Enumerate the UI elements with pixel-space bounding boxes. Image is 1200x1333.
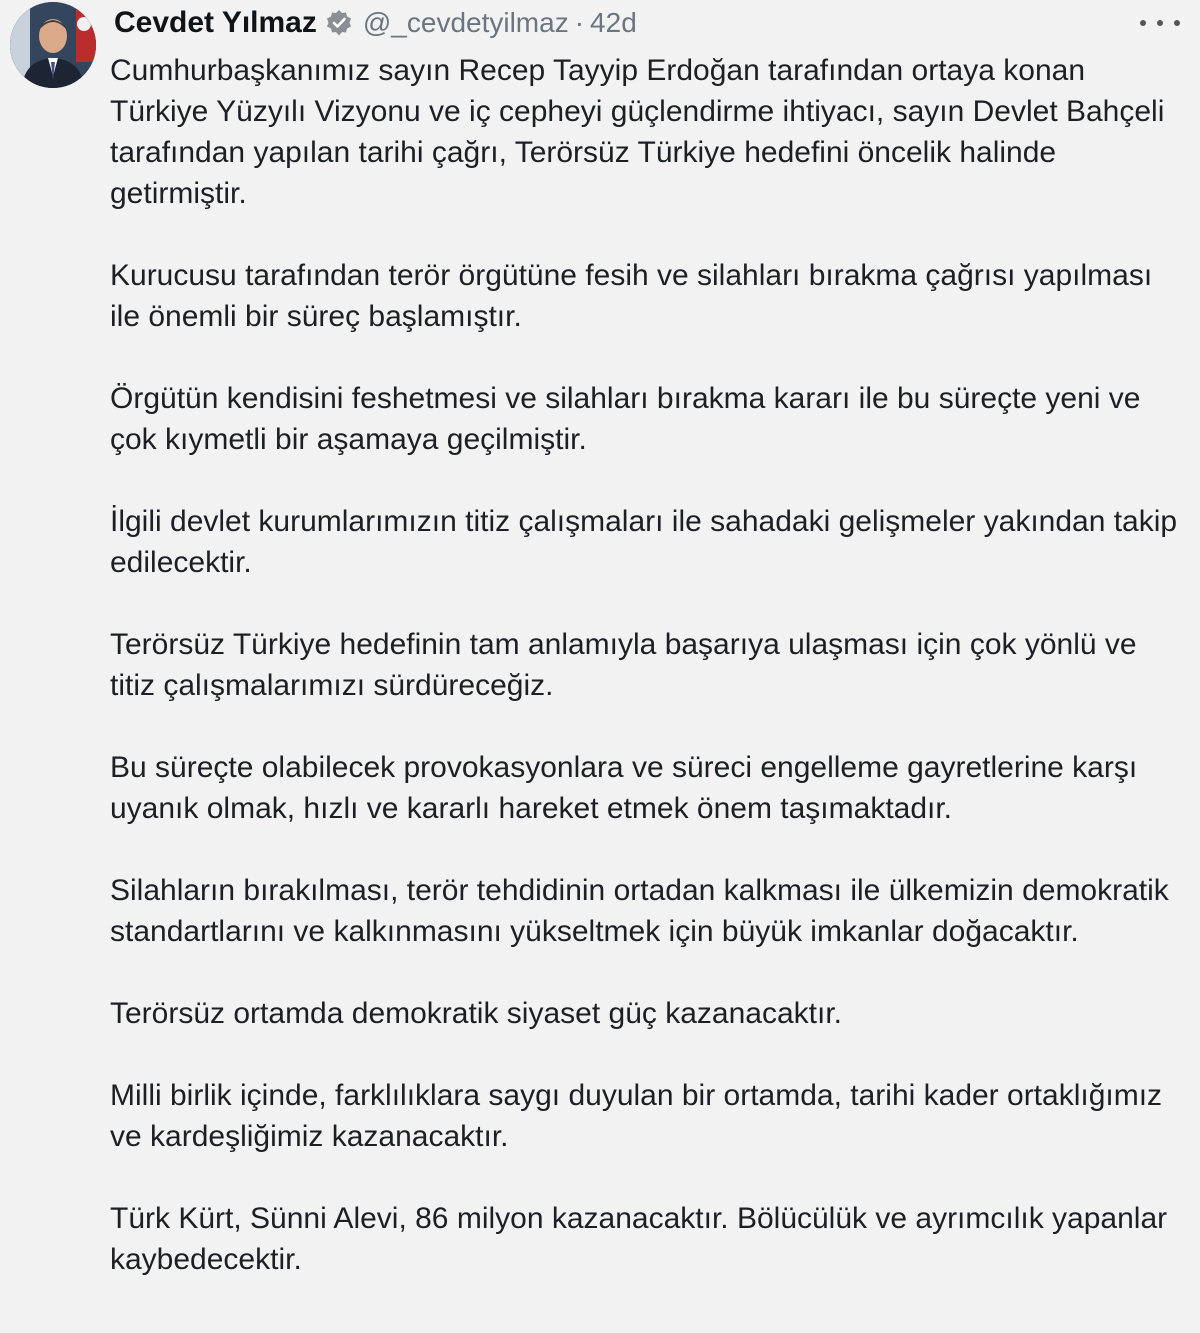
tweet-paragraph: Terörsüz Türkiye hedefinin tam anlamıyla başarıya ulaşması için çok yönlü ve titiz çalışmalarımızı sürdüreceğiz. (110, 628, 1137, 702)
tweet-paragraph: Türk Kürt, Sünni Alevi, 86 milyon kazanacaktır. Bölücülük ve ayrımcılık yapanlar kaybedecektir. (110, 1202, 1168, 1276)
tweet-paragraph: Terörsüz ortamda demokratik siyaset güç kazanacaktır. (110, 997, 842, 1030)
author-handle[interactable]: @_cevdetyilmaz (362, 7, 569, 38)
tweet-paragraph: Örgütün kendisini feshetmesi ve silahları bırakma kararı ile bu süreçte yeni ve çok kıymetli bir aşamaya geçilmiştir. (110, 382, 1141, 456)
more-options-icon[interactable] (1140, 8, 1180, 38)
tweet-paragraph: Bu süreçte olabilecek provokasyonlara ve süreci engelleme gayretlerine karşı uyanık olmak, hızlı ve kararlı hareket etmek önem taşımaktadır. (110, 751, 1138, 825)
tweet-timestamp[interactable]: 42d (590, 7, 637, 38)
tweet-text (110, 50, 1180, 1280)
tweet-paragraph: Silahların bırakılması, terör tehdidinin ortadan kalkması ile ülkemizin demokratik standartlarını ve kalkınmasını yükseltmek için büyük imkanlar doğacaktır. (110, 874, 1169, 948)
tweet-paragraph: Cumhurbaşkanımız sayın Recep Tayyip Erdoğan tarafından ortaya konan Türkiye Yüzyılı Vizyonu ve iç cepheyi güçlendirme ihtiyacı, sayın Devlet Bahçeli tarafından yapılan tarihi çağrı, Terörsüz Türkiye hedefini öncelik halinde getirmiştir. (110, 54, 1165, 210)
tweet-paragraph: İlgili devlet kurumlarımızın titiz çalışmaları ile sahadaki gelişmeler yakından takip edilecektir. (110, 505, 1178, 579)
more-dot (1157, 20, 1163, 26)
author-name[interactable]: Cevdet Yılmaz (114, 6, 317, 39)
avatar-photo (10, 2, 96, 88)
author-avatar[interactable] (10, 2, 96, 88)
tweet-paragraph: Milli birlik içinde, farklılıklara saygı duyulan bir ortamda, tarihi kader ortaklığımız ve kardeşliğimiz kazanacaktır. (110, 1079, 1163, 1153)
more-dot (1140, 20, 1146, 26)
separator-dot: · (574, 7, 585, 38)
more-dot (1174, 20, 1180, 26)
verified-badge-icon (325, 9, 353, 37)
tweet-paragraph: Kurucusu tarafından terör örgütüne fesih ve silahları bırakma çağrısı yapılması ile önemli bir süreç başlamıştır. (110, 259, 1153, 333)
tweet-header (114, 0, 637, 46)
